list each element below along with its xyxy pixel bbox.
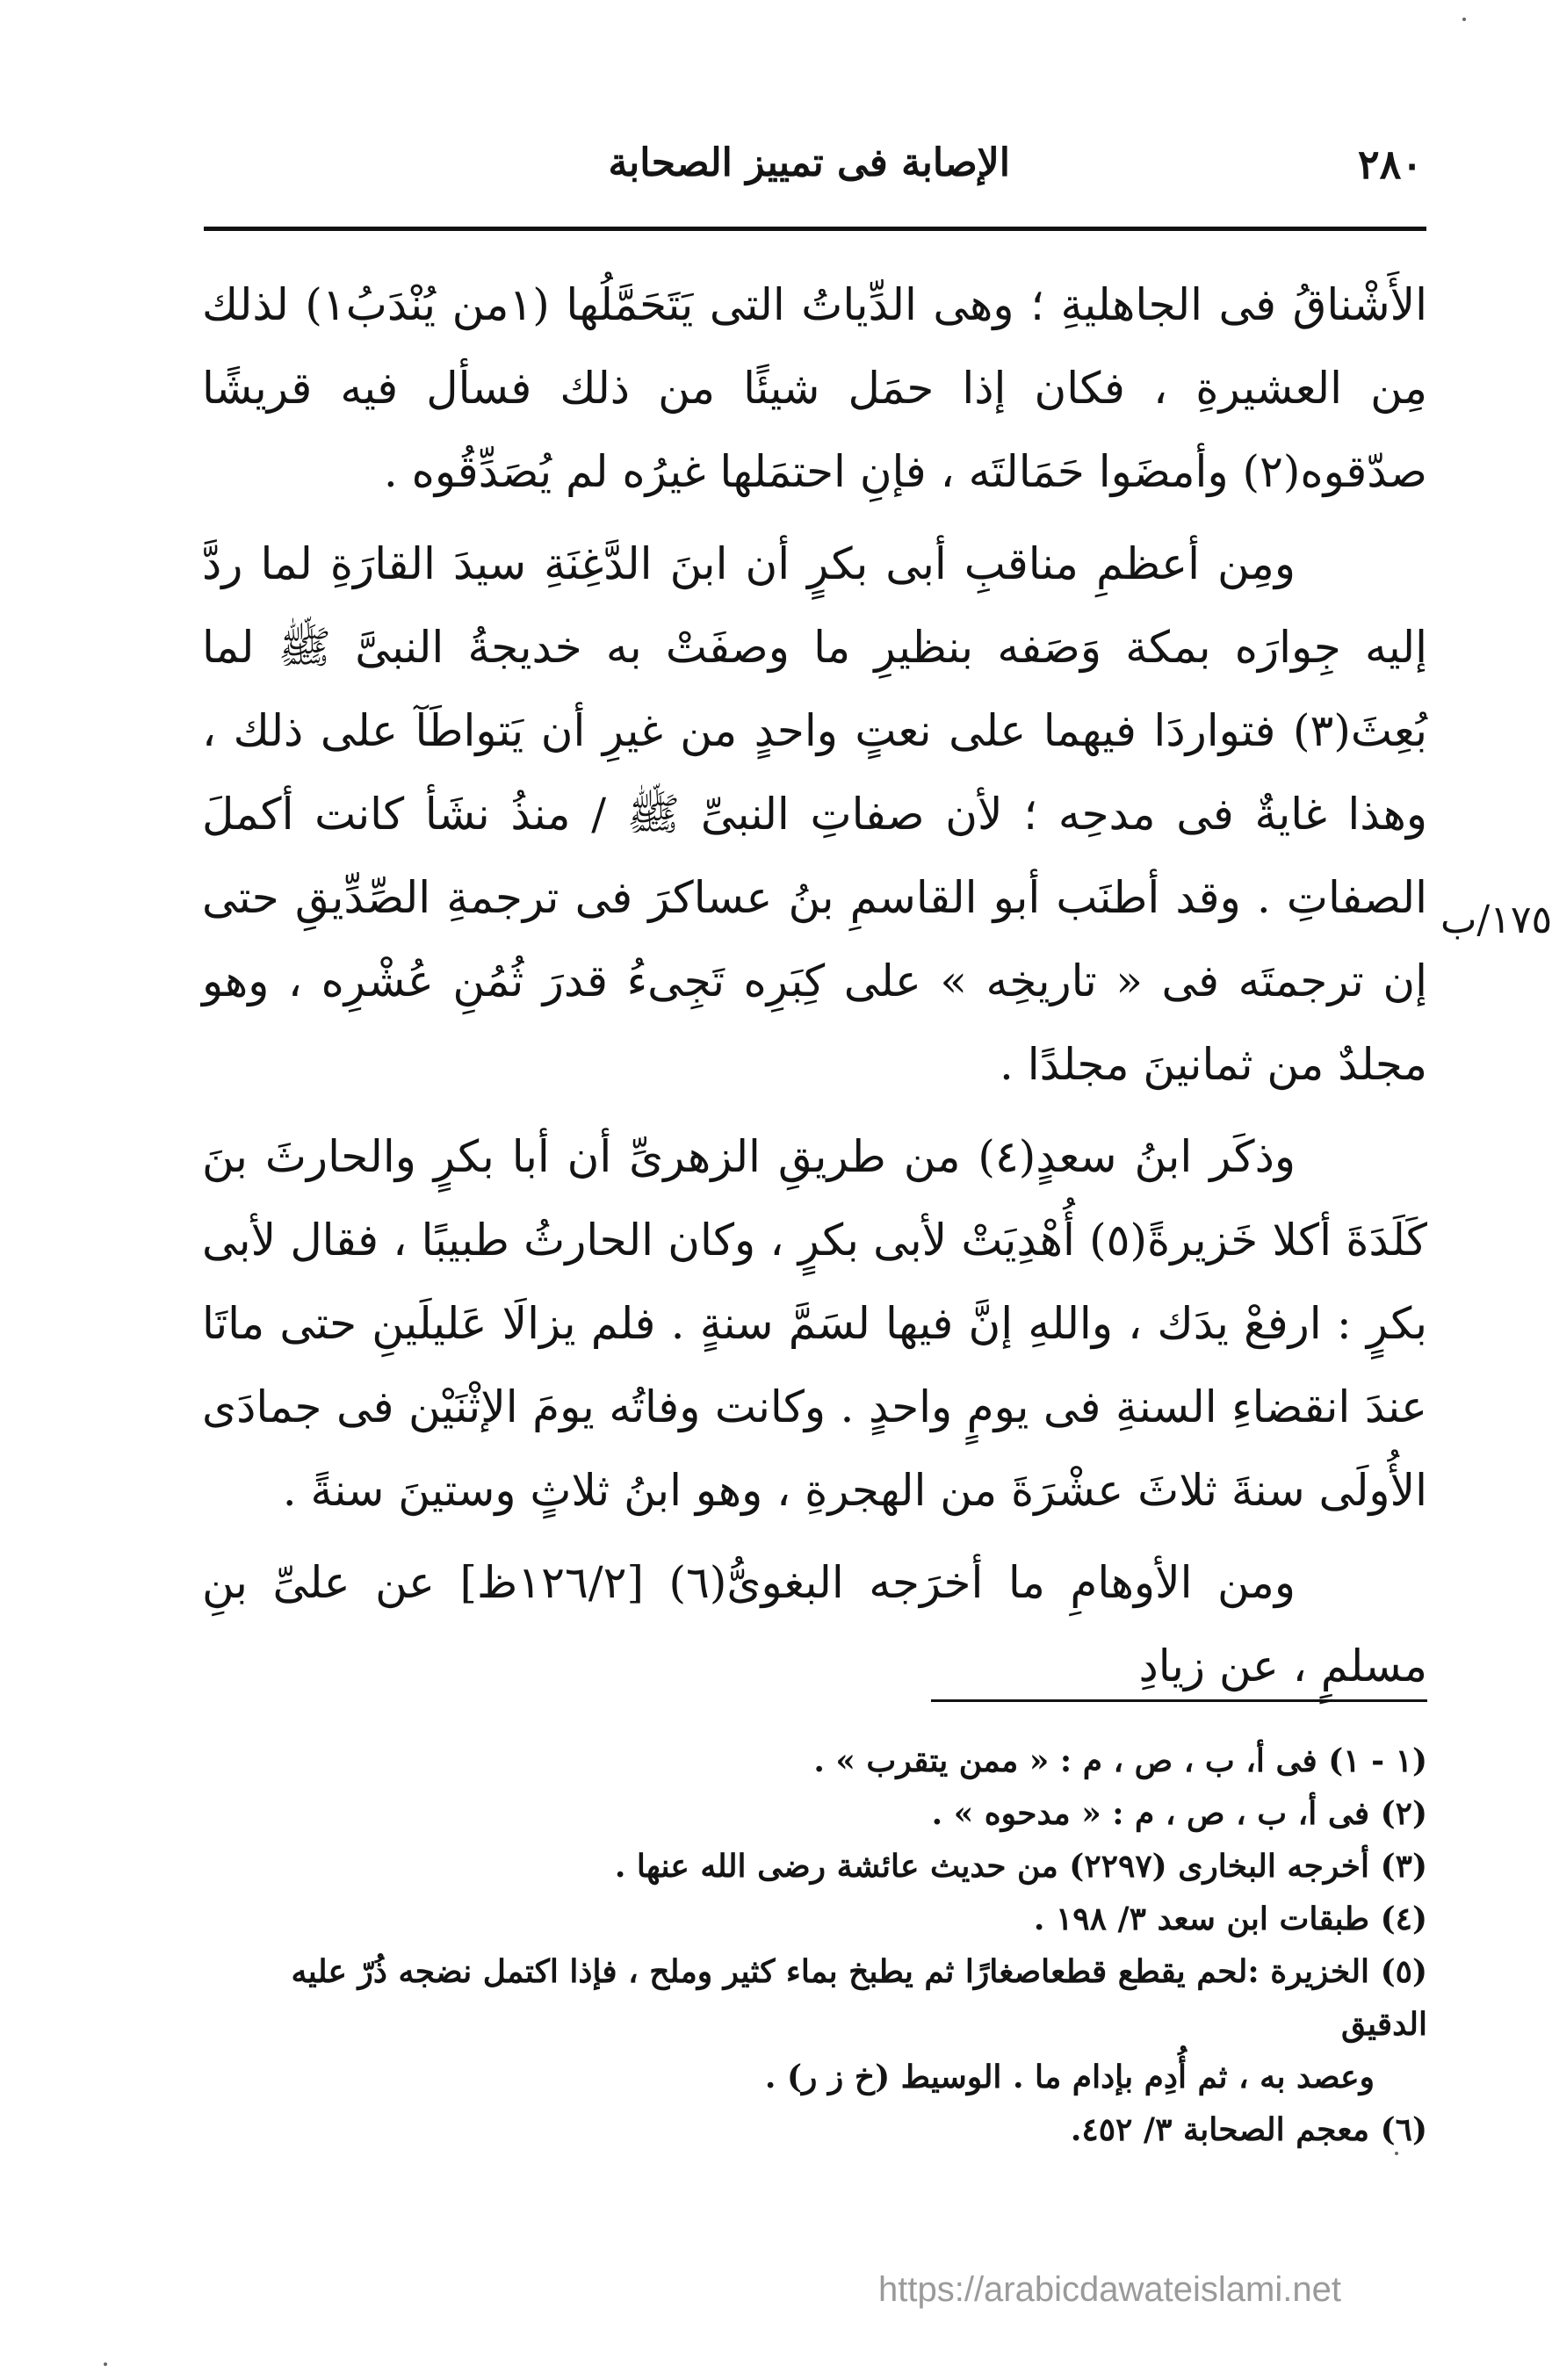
footnote-6: (٦) معجم الصحابة ٣/ ٤٥٢. [1070, 2111, 1427, 2148]
footnote-2: (٢) فى أ، ب ، ص ، م : « مدحوه » . [931, 1795, 1427, 1832]
scan-speck [1395, 2152, 1398, 2155]
paragraph-1: الأَشْناقُ فى الجاهليةِ ؛ وهى الدِّياتُ التى يَتَحَمَّلُها (١من يُنْدَبُ١) لذلك مِن العشيرةِ ، فكان إذا حمَل شيئًا من ذلك فسأل فيه قريشًا صدّقوه(٢) وأمضَوا حَمَالتَه ، فإنِ احتمَلها غيرُه لم يُصَدِّقُوه . [202, 279, 1427, 497]
footnotes [263, 1735, 1427, 2156]
margin-folio-note: ١٧٥/ب [1440, 898, 1552, 942]
header-rule [204, 227, 1426, 231]
page-header [206, 132, 1423, 211]
paragraph-3: وذكَر ابنُ سعدٍ(٤) من طريقِ الزهرىِّ أن أبا بكرٍ والحارثَ بنَ كَلَدَةَ أكلا خَزيرةً(٥) أُهْدِيَتْ لأبى بكرٍ ، وكان الحارثُ طبيبًا ، فقال لأبى بكرٍ : ارفعْ يدَك ، واللهِ إنَّ فيها لسَمَّ سنةٍ . فلم يزالَا عَليلَينِ حتى ماتَا عندَ انقضاءِ السنةِ فى يومٍ واحدٍ . وكانت وفاتُه يومَ الإثْنَيْن فى جمادَى الأُولَى سنةَ ثلاثَ عشْرَةَ من الهجرةِ ، وهو ابنُ ثلاثٍ وستينَ سنةً . [202, 1131, 1427, 1516]
running-title: الإصابة فى تمييز الصحابة [608, 141, 1010, 185]
footnote-5-continued: وعصد به ، ثم أُدِم بإدام ما . الوسيط (خ ز ر) . [764, 2059, 1375, 2095]
paragraph-2: ومِن أعظمِ مناقبِ أبى بكرٍ أن ابنَ الدَّغِنَةِ سيدَ القارَةِ لما ردَّ إليه جِوارَه بمكة وَصَفه بنظيرِ ما وصفَتْ به خديجةُ النبىَّ ﷺ لما بُعِثَ(٣) فتواردَا فيهما على نعتٍ واحدٍ من غيرِ أن يَتواطَآ على ذلك ، وهذا غايةٌ فى مدحِه ؛ لأن صفاتِ النبىِّ ﷺ / منذُ نشَأ كانت أكملَ الصفاتِ . وقد أطنَب أبو القاسمِ بنُ عساكرَ فى ترجمةِ الصِّدِّيقِ حتى إن ترجمتَه فى « تاريخِه » على كِبَرِه تَجِىءُ قدرَ ثُمُنِ عُشْرِه ، وهو مجلدٌ من ثمانينَ مجلدًا . [202, 538, 1427, 1090]
main-text [202, 263, 1427, 1717]
watermark-url: https://arabicdawateislami.net [878, 2270, 1341, 2309]
scan-speck [1462, 18, 1466, 21]
scan-speck [104, 2362, 107, 2366]
footnote-3: (٣) أخرجه البخارى (٢٢٩٧) من حديث عائشة رضى الله عنها . [614, 1848, 1427, 1885]
footnote-rule [931, 1699, 1427, 1702]
paragraph-4: ومن الأوهامِ ما أخرَجه البغوىُّ(٦) [١٢٦/٢ظ] عن علىِّ بنِ مسلمٍ ، عن زيادِ [202, 1557, 1427, 1691]
page-number: ٢٨٠ [1357, 141, 1423, 188]
footnote-5: (٥) الخزيرة :لحم يقطع قطعاصغارًا ثم يطبخ بماء كثير وملح ، فإذا اكتمل نضجه ذُرّ عليه الدقيق [291, 1953, 1427, 2043]
footnote-4: (٤) طبقات ابن سعد ٣/ ١٩٨ . [1033, 1900, 1427, 1937]
footnote-1: (١ - ١) فى أ، ب ، ص ، م : « ممن يتقرب » . [813, 1742, 1427, 1779]
